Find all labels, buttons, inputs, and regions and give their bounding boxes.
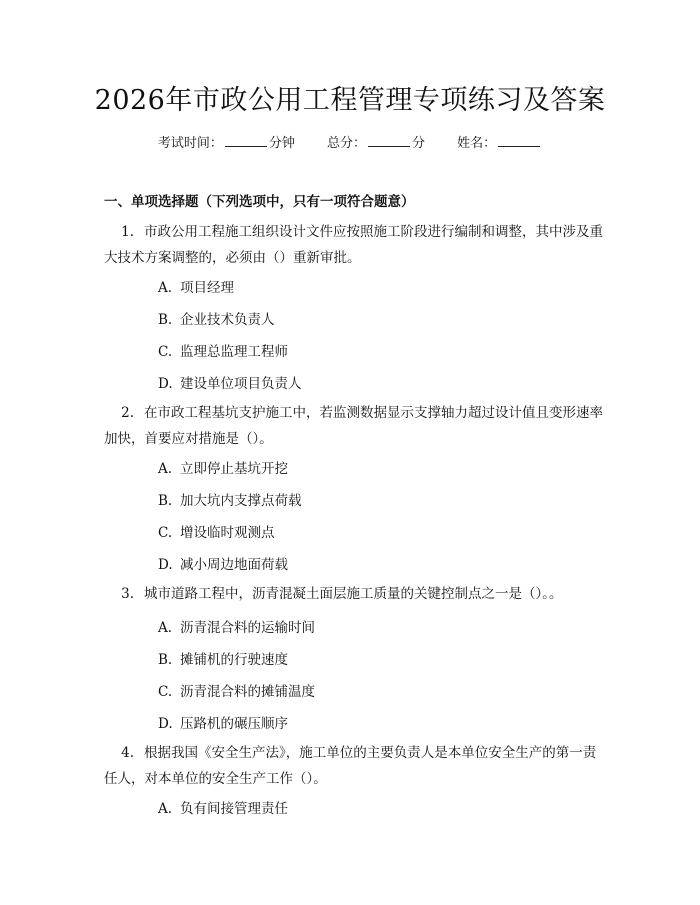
option-text: 监理总监理工程师 xyxy=(180,344,288,360)
option-letter: C. xyxy=(158,344,173,360)
option-text: 压路机的碾压顺序 xyxy=(180,716,288,732)
option-3b xyxy=(158,648,288,668)
option-letter: A. xyxy=(158,280,173,296)
option-2c xyxy=(158,521,275,541)
option-1a xyxy=(158,276,234,296)
question-3 xyxy=(104,581,604,607)
question-4 xyxy=(104,740,604,792)
option-text: 加大坑内支撑点荷载 xyxy=(180,493,302,509)
option-3d xyxy=(158,712,288,732)
option-1d xyxy=(158,372,302,392)
option-text: 增设临时观测点 xyxy=(180,525,275,541)
option-text: 立即停止基坑开挖 xyxy=(180,461,288,477)
score-blank xyxy=(368,136,410,147)
option-letter: A. xyxy=(158,801,173,817)
option-text: 企业技术负责人 xyxy=(180,312,275,328)
question-text: 根据我国《安全生产法》，施工单位的主要负责人是本单位安全生产的第一责任人，对本单位的安全生产工作（）。 xyxy=(104,745,597,787)
option-text: 沥青混合料的摊铺温度 xyxy=(180,684,315,700)
option-3a xyxy=(158,616,315,636)
option-3c xyxy=(158,680,315,700)
option-1c xyxy=(158,340,288,360)
time-label: 考试时间： xyxy=(157,136,223,151)
question-text: 城市道路工程中，沥青混凝土面层施工质量的关键控制点之一是（）。。 xyxy=(144,586,563,602)
option-letter: B. xyxy=(158,312,173,328)
time-field xyxy=(158,132,295,151)
option-text: 减小周边地面荷载 xyxy=(180,557,288,573)
option-1b xyxy=(158,308,275,328)
option-letter: D. xyxy=(158,716,173,732)
question-number: 3. xyxy=(121,586,134,602)
option-text: 建设单位项目负责人 xyxy=(180,376,302,392)
question-text: 在市政工程基坑支护施工中，若监测数据显示支撑轴力超过设计值且变形速率加快，首要应对措施是（）。 xyxy=(104,405,603,447)
page-title: 2026年市政公用工程管理专项练习及答案 xyxy=(94,85,606,116)
option-letter: C. xyxy=(158,525,173,541)
option-letter: A. xyxy=(158,461,173,477)
name-label: 姓名： xyxy=(457,136,497,151)
time-unit: 分钟 xyxy=(268,136,295,151)
question-number: 1. xyxy=(121,224,134,240)
option-4a xyxy=(158,797,288,817)
option-letter: B. xyxy=(158,493,173,509)
score-field xyxy=(327,132,425,151)
name-blank xyxy=(498,136,540,147)
option-2b xyxy=(158,489,302,509)
time-blank xyxy=(225,136,267,147)
score-unit: 分 xyxy=(412,136,426,151)
option-letter: C. xyxy=(158,684,173,700)
question-number: 4. xyxy=(121,745,134,761)
question-number: 2. xyxy=(121,405,134,421)
option-text: 项目经理 xyxy=(180,280,234,296)
option-text: 沥青混合料的运输时间 xyxy=(180,620,315,636)
option-letter: A. xyxy=(158,620,173,636)
option-2d xyxy=(158,553,288,573)
question-1 xyxy=(104,219,604,271)
option-text: 负有间接管理责任 xyxy=(180,801,288,817)
option-letter: D. xyxy=(158,376,173,392)
option-letter: B. xyxy=(158,652,173,668)
name-field xyxy=(457,132,542,151)
option-2a xyxy=(158,457,288,477)
option-letter: D. xyxy=(158,557,173,573)
question-text: 市政公用工程施工组织设计文件应按照施工阶段进行编制和调整，其中涉及重大技术方案调整的，必须由（）重新审批。 xyxy=(104,224,603,266)
question-2 xyxy=(104,400,604,452)
score-label: 总分： xyxy=(326,136,366,151)
exam-meta xyxy=(0,132,700,151)
option-text: 摊铺机的行驶速度 xyxy=(180,652,288,668)
section-title: 一、单项选择题（下列选项中，只有一项符合题意） xyxy=(104,194,415,210)
